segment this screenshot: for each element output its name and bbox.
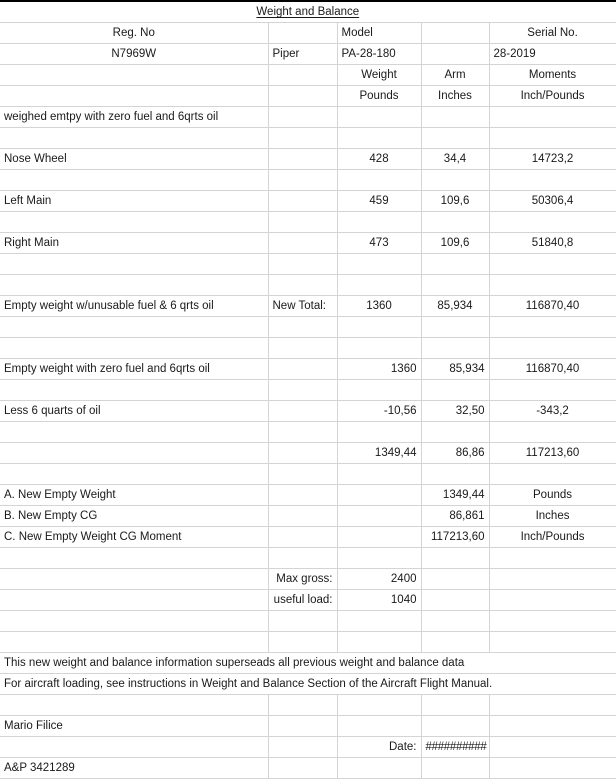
useful-load-spacer-d bbox=[421, 590, 489, 611]
blank-11-d bbox=[421, 548, 489, 569]
final-total-row bbox=[0, 443, 616, 464]
result-value: 86,861 bbox=[421, 506, 489, 527]
result-label: B. New Empty CG bbox=[0, 506, 268, 527]
result-value: 1349,44 bbox=[421, 485, 489, 506]
result-label: C. New Empty Weight CG Moment bbox=[0, 527, 268, 548]
signature-spacer-d bbox=[421, 716, 489, 737]
header-values-row bbox=[0, 44, 616, 65]
result-row bbox=[0, 485, 616, 506]
result-spacer-c bbox=[337, 506, 421, 527]
header-spacer-d2 bbox=[421, 44, 489, 65]
signature-name: Mario Filice bbox=[0, 716, 268, 737]
empty-zero-fuel-row bbox=[0, 359, 616, 380]
blank-row-1 bbox=[0, 128, 616, 149]
certificate-spacer-e bbox=[489, 758, 616, 779]
units-spacer-b bbox=[268, 65, 337, 86]
new-total-weight: 1360 bbox=[337, 296, 421, 317]
note-line-2: For aircraft loading, see instructions in Weight and Balance Section of the Aircraft Flight Manual. bbox=[0, 674, 616, 695]
table-row bbox=[0, 191, 616, 212]
blank-row-7 bbox=[0, 338, 616, 359]
blank-6-b bbox=[268, 317, 337, 338]
less-oil-spacer bbox=[268, 401, 337, 422]
note-spacer-e bbox=[489, 107, 616, 128]
note-spacer-b bbox=[268, 107, 337, 128]
blank-6-d bbox=[421, 317, 489, 338]
blank-1-b bbox=[268, 128, 337, 149]
weighing-row-label: Right Main bbox=[0, 233, 268, 254]
model-value: PA-28-180 bbox=[337, 44, 421, 65]
empty-unusable-label: Empty weight w/unusable fuel & 6 qrts oil bbox=[0, 296, 268, 317]
blank-10-a bbox=[0, 464, 268, 485]
blank-9-b bbox=[268, 422, 337, 443]
max-gross-spacer-e bbox=[489, 569, 616, 590]
blank-2-d bbox=[421, 170, 489, 191]
result-unit: Inches bbox=[489, 506, 616, 527]
weighing-row-arm: 109,6 bbox=[421, 233, 489, 254]
date-spacer-a bbox=[0, 737, 268, 758]
weighing-row-weight: 473 bbox=[337, 233, 421, 254]
units-spacer-a2 bbox=[0, 86, 268, 107]
make-label-empty bbox=[268, 23, 337, 44]
table-row bbox=[0, 233, 616, 254]
final-total-moment: 117213,60 bbox=[489, 443, 616, 464]
blank-4-b bbox=[268, 254, 337, 275]
blank-9-a bbox=[0, 422, 268, 443]
blank-12-c bbox=[337, 611, 421, 632]
weighing-row-moment: 14723,2 bbox=[489, 149, 616, 170]
empty-zero-fuel-spacer bbox=[268, 359, 337, 380]
signature-spacer-e bbox=[489, 716, 616, 737]
blank-row-5 bbox=[0, 275, 616, 296]
blank-8-e bbox=[489, 380, 616, 401]
model-label: Model bbox=[337, 23, 421, 44]
result-spacer bbox=[268, 527, 337, 548]
blank-12-d bbox=[421, 611, 489, 632]
empty-zero-fuel-label: Empty weight with zero fuel and 6qrts oil bbox=[0, 359, 268, 380]
weighing-row-spacer bbox=[268, 233, 337, 254]
max-gross-row bbox=[0, 569, 616, 590]
blank-14-a bbox=[0, 695, 268, 716]
useful-load-spacer-e bbox=[489, 590, 616, 611]
blank-2-a bbox=[0, 170, 268, 191]
blank-5-a bbox=[0, 275, 268, 296]
empty-zero-fuel-arm: 85,934 bbox=[421, 359, 489, 380]
blank-7-c bbox=[337, 338, 421, 359]
blank-12-a bbox=[0, 611, 268, 632]
new-total-label: New Total: bbox=[268, 296, 337, 317]
arm-column-header: Arm bbox=[421, 65, 489, 86]
weighing-row-arm: 109,6 bbox=[421, 191, 489, 212]
weighing-row-arm: 34,4 bbox=[421, 149, 489, 170]
blank-13-a bbox=[0, 632, 268, 653]
blank-8-a bbox=[0, 380, 268, 401]
header-labels-row bbox=[0, 23, 616, 44]
weighing-row-weight: 428 bbox=[337, 149, 421, 170]
note-spacer-d bbox=[421, 107, 489, 128]
blank-6-e bbox=[489, 317, 616, 338]
blank-4-d bbox=[421, 254, 489, 275]
result-unit: Inch/Pounds bbox=[489, 527, 616, 548]
note-spacer-c bbox=[337, 107, 421, 128]
blank-14-b bbox=[268, 695, 337, 716]
blank-row-10 bbox=[0, 464, 616, 485]
units-header-row bbox=[0, 65, 616, 86]
blank-row-4 bbox=[0, 254, 616, 275]
blank-3-c bbox=[337, 212, 421, 233]
note-line2-row bbox=[0, 674, 616, 695]
units-spacer-b2 bbox=[268, 86, 337, 107]
weight-column-header: Weight bbox=[337, 65, 421, 86]
certificate-row bbox=[0, 758, 616, 779]
blank-12-b bbox=[268, 611, 337, 632]
date-spacer-b bbox=[268, 737, 337, 758]
blank-2-c bbox=[337, 170, 421, 191]
certificate-spacer-c bbox=[337, 758, 421, 779]
blank-7-b bbox=[268, 338, 337, 359]
serial-no-label: Serial No. bbox=[489, 23, 616, 44]
blank-row-6 bbox=[0, 317, 616, 338]
reg-no-value: N7969W bbox=[0, 44, 268, 65]
blank-9-e bbox=[489, 422, 616, 443]
new-total-arm: 85,934 bbox=[421, 296, 489, 317]
certificate-spacer-b bbox=[268, 758, 337, 779]
certificate-number: A&P 3421289 bbox=[0, 758, 268, 779]
blank-13-e bbox=[489, 632, 616, 653]
blank-9-c bbox=[337, 422, 421, 443]
weighing-row-spacer bbox=[268, 149, 337, 170]
less-oil-weight: -10,56 bbox=[337, 401, 421, 422]
weighing-row-spacer bbox=[268, 191, 337, 212]
blank-row-3 bbox=[0, 212, 616, 233]
blank-3-b bbox=[268, 212, 337, 233]
blank-11-c bbox=[337, 548, 421, 569]
section-note: weighed emtpy with zero fuel and 6qrts oil bbox=[0, 107, 268, 128]
blank-11-e bbox=[489, 548, 616, 569]
weight-unit-header: Pounds bbox=[337, 86, 421, 107]
blank-row-11 bbox=[0, 548, 616, 569]
signature-spacer-b bbox=[268, 716, 337, 737]
blank-8-c bbox=[337, 380, 421, 401]
final-total-arm: 86,86 bbox=[421, 443, 489, 464]
result-spacer bbox=[268, 506, 337, 527]
final-total-weight: 1349,44 bbox=[337, 443, 421, 464]
blank-row-9 bbox=[0, 422, 616, 443]
weighing-row-moment: 50306,4 bbox=[489, 191, 616, 212]
new-total-row bbox=[0, 296, 616, 317]
blank-3-a bbox=[0, 212, 268, 233]
blank-12-e bbox=[489, 611, 616, 632]
result-spacer bbox=[268, 485, 337, 506]
weighing-row-label: Nose Wheel bbox=[0, 149, 268, 170]
reg-no-label: Reg. No bbox=[0, 23, 268, 44]
final-total-spacer-a bbox=[0, 443, 268, 464]
blank-6-c bbox=[337, 317, 421, 338]
blank-7-d bbox=[421, 338, 489, 359]
serial-no-value: 28-2019 bbox=[489, 44, 616, 65]
useful-load-value: 1040 bbox=[337, 590, 421, 611]
blank-8-b bbox=[268, 380, 337, 401]
blank-13-b bbox=[268, 632, 337, 653]
blank-14-c bbox=[337, 695, 421, 716]
title-row bbox=[0, 1, 616, 23]
blank-9-d bbox=[421, 422, 489, 443]
units-spacer-a bbox=[0, 65, 268, 86]
useful-load-row bbox=[0, 590, 616, 611]
result-value: 117213,60 bbox=[421, 527, 489, 548]
max-gross-spacer-d bbox=[421, 569, 489, 590]
result-row bbox=[0, 506, 616, 527]
blank-4-c bbox=[337, 254, 421, 275]
units-row bbox=[0, 86, 616, 107]
blank-6-a bbox=[0, 317, 268, 338]
blank-10-c bbox=[337, 464, 421, 485]
make-value: Piper bbox=[268, 44, 337, 65]
result-spacer-c bbox=[337, 527, 421, 548]
header-spacer-d bbox=[421, 23, 489, 44]
weighing-row-label: Left Main bbox=[0, 191, 268, 212]
note-line1-row bbox=[0, 653, 616, 674]
page-title-text: Weight and Balance bbox=[256, 6, 360, 18]
result-row bbox=[0, 527, 616, 548]
signature-spacer-c bbox=[337, 716, 421, 737]
new-total-moment: 116870,40 bbox=[489, 296, 616, 317]
useful-load-spacer-a bbox=[0, 590, 268, 611]
blank-5-e bbox=[489, 275, 616, 296]
note-line-1: This new weight and balance information superseads all previous weight and balance data bbox=[0, 653, 616, 674]
blank-row-2 bbox=[0, 170, 616, 191]
less-oil-moment: -343,2 bbox=[489, 401, 616, 422]
moments-unit-header: Inch/Pounds bbox=[489, 86, 616, 107]
empty-zero-fuel-moment: 116870,40 bbox=[489, 359, 616, 380]
blank-2-e bbox=[489, 170, 616, 191]
blank-row-8 bbox=[0, 380, 616, 401]
blank-10-b bbox=[268, 464, 337, 485]
blank-10-d bbox=[421, 464, 489, 485]
date-value: ########## bbox=[421, 737, 489, 758]
useful-load-label: useful load: bbox=[268, 590, 337, 611]
arm-unit-header: Inches bbox=[421, 86, 489, 107]
less-oil-row bbox=[0, 401, 616, 422]
result-unit: Pounds bbox=[489, 485, 616, 506]
weighing-row-moment: 51840,8 bbox=[489, 233, 616, 254]
page-title bbox=[0, 1, 616, 23]
date-label: Date: bbox=[337, 737, 421, 758]
blank-1-a bbox=[0, 128, 268, 149]
signature-name-row bbox=[0, 716, 616, 737]
blank-14-e bbox=[489, 695, 616, 716]
blank-5-d bbox=[421, 275, 489, 296]
result-spacer-c bbox=[337, 485, 421, 506]
less-oil-arm: 32,50 bbox=[421, 401, 489, 422]
blank-3-d bbox=[421, 212, 489, 233]
max-gross-label: Max gross: bbox=[268, 569, 337, 590]
blank-7-e bbox=[489, 338, 616, 359]
blank-4-e bbox=[489, 254, 616, 275]
blank-1-c bbox=[337, 128, 421, 149]
blank-row-13 bbox=[0, 632, 616, 653]
blank-7-a bbox=[0, 338, 268, 359]
empty-zero-fuel-weight: 1360 bbox=[337, 359, 421, 380]
blank-1-d bbox=[421, 128, 489, 149]
date-spacer-e bbox=[489, 737, 616, 758]
max-gross-spacer-a bbox=[0, 569, 268, 590]
certificate-spacer-d bbox=[421, 758, 489, 779]
blank-2-b bbox=[268, 170, 337, 191]
blank-11-b bbox=[268, 548, 337, 569]
signature-date-row bbox=[0, 737, 616, 758]
blank-1-e bbox=[489, 128, 616, 149]
final-total-spacer-b bbox=[268, 443, 337, 464]
blank-13-d bbox=[421, 632, 489, 653]
moments-column-header: Moments bbox=[489, 65, 616, 86]
result-label: A. New Empty Weight bbox=[0, 485, 268, 506]
section-note-row bbox=[0, 107, 616, 128]
max-gross-value: 2400 bbox=[337, 569, 421, 590]
blank-4-a bbox=[0, 254, 268, 275]
blank-row-12 bbox=[0, 611, 616, 632]
blank-row-14 bbox=[0, 695, 616, 716]
table-row bbox=[0, 149, 616, 170]
blank-13-c bbox=[337, 632, 421, 653]
less-oil-label: Less 6 quarts of oil bbox=[0, 401, 268, 422]
weighing-row-weight: 459 bbox=[337, 191, 421, 212]
blank-10-e bbox=[489, 464, 616, 485]
blank-3-e bbox=[489, 212, 616, 233]
blank-11-a bbox=[0, 548, 268, 569]
blank-8-d bbox=[421, 380, 489, 401]
blank-5-c bbox=[337, 275, 421, 296]
blank-14-d bbox=[421, 695, 489, 716]
blank-5-b bbox=[268, 275, 337, 296]
